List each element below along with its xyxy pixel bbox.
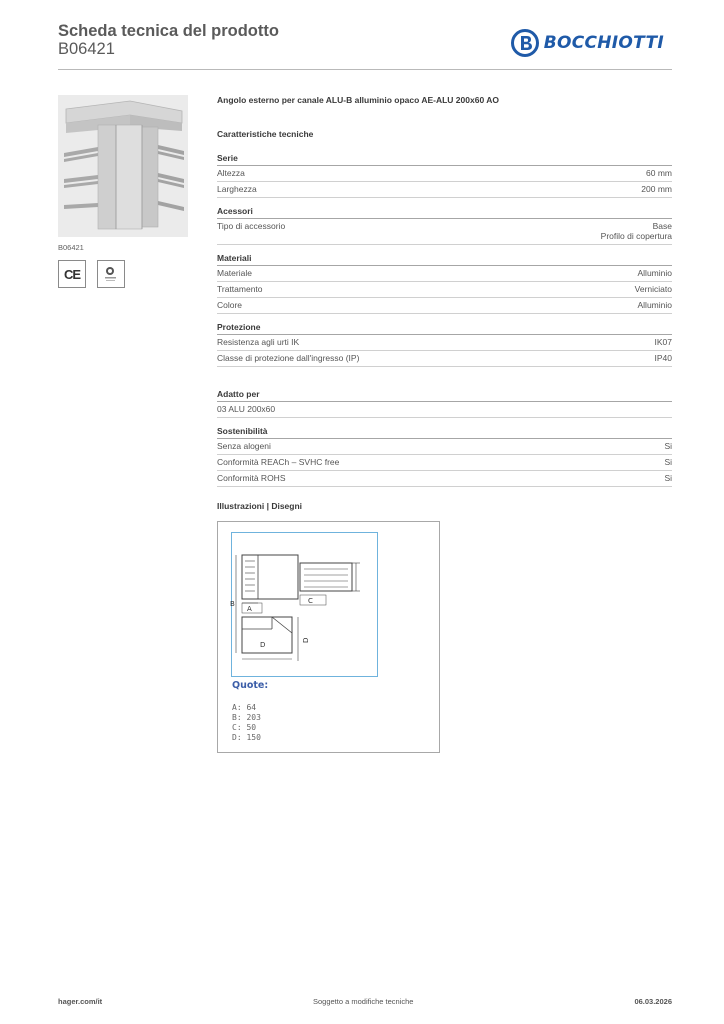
group-materiali [217, 253, 672, 314]
footer-website-link[interactable]: hager.com/it [58, 997, 103, 1006]
group-title: Materiali [217, 253, 672, 266]
photo-caption: B06421 [58, 243, 84, 252]
spec-label: Altezza [217, 168, 245, 178]
group-sostenibilita [217, 426, 672, 487]
quote-item: A: 64 [232, 703, 257, 712]
spec-value: 200 mm [641, 184, 672, 194]
page-header [58, 20, 672, 70]
spec-value: 60 mm [646, 168, 672, 178]
product-image-icon [58, 95, 188, 237]
spec-label: Tipo di accessorio [217, 221, 286, 231]
spec-label: Trattamento [217, 284, 263, 294]
group-acessori [217, 206, 672, 245]
spec-value: Si [664, 473, 672, 483]
spec-value: IP40 [654, 353, 672, 363]
spec-value: Alluminio [637, 300, 672, 310]
certification-marks [58, 260, 188, 288]
ce-mark-text: CE [63, 266, 81, 282]
bocchiotti-logo-icon [511, 29, 539, 57]
drawing-frame [231, 532, 378, 677]
technical-drawing [217, 521, 440, 753]
spec-row [217, 471, 672, 487]
dim-label-a: A [247, 605, 252, 613]
spec-label: Conformità REACh – SVHC free [217, 457, 340, 467]
spec-row [217, 266, 672, 282]
spec-label: Senza alogeni [217, 441, 271, 451]
quality-seal-icon [101, 264, 121, 284]
group-adatto-per [217, 389, 672, 418]
group-title: Adatto per [217, 389, 672, 402]
product-title: Angolo esterno per canale ALU-B alluminio opaco AE-ALU 200x60 AO [217, 95, 499, 105]
spec-row [217, 219, 672, 245]
spec-label: Larghezza [217, 184, 257, 194]
dim-label-d1: D [260, 641, 266, 649]
spec-row [217, 298, 672, 314]
spec-value-secondary: Profilo di copertura [600, 231, 672, 241]
brand-logo [511, 28, 664, 58]
spec-value: Alluminio [637, 268, 672, 278]
spec-label: Conformità ROHS [217, 473, 286, 483]
spec-row [217, 182, 672, 198]
group-title: Protezione [217, 322, 672, 335]
spec-row [217, 455, 672, 471]
group-title: Serie [217, 153, 672, 166]
spec-row [217, 439, 672, 455]
page-title: Scheda tecnica del prodotto [58, 22, 279, 40]
spec-value: Verniciato [634, 284, 672, 294]
section-title: Caratteristiche tecniche [217, 129, 314, 139]
footer-note: Soggetto a modifiche tecniche [313, 997, 414, 1006]
spec-value: IK07 [654, 337, 672, 347]
spec-value: Si [664, 441, 672, 451]
group-title: Sostenibilità [217, 426, 672, 439]
quotes-title: Quote: [232, 680, 269, 691]
product-photo [58, 95, 188, 237]
illustrations-title: Illustrazioni | Disegni [217, 501, 303, 511]
spec-label: Classe di protezione dall'ingresso (IP) [217, 353, 360, 363]
brand-name: BOCCHIOTTI [543, 33, 664, 53]
quote-item: D: 150 [232, 733, 261, 742]
spec-row [217, 166, 672, 182]
spec-label: 03 ALU 200x60 [217, 404, 276, 414]
spec-label: Materiale [217, 268, 252, 278]
quotes-list [232, 703, 261, 743]
spec-row [217, 282, 672, 298]
spec-label: Resistenza agli urti IK [217, 337, 300, 347]
spec-row [217, 335, 672, 351]
dim-label-b: B [230, 600, 235, 608]
group-serie [217, 153, 672, 198]
certification-mark-icon [97, 260, 125, 288]
quote-item: C: 50 [232, 723, 257, 732]
spec-row [217, 351, 672, 367]
group-protezione [217, 322, 672, 367]
spec-value: Base [652, 221, 672, 231]
spec-value: Si [664, 457, 672, 467]
product-image-column [58, 95, 188, 288]
quote-item: B: 203 [232, 713, 261, 722]
dimension-drawing-icon [232, 533, 376, 675]
product-code: B06421 [58, 40, 115, 58]
footer-date: 06.03.2026 [634, 997, 672, 1006]
group-title: Acessori [217, 206, 672, 219]
dim-label-c: C [308, 597, 313, 605]
dim-label-d2: D [302, 637, 310, 643]
spec-label: Colore [217, 300, 243, 310]
spec-row [217, 402, 672, 418]
technical-sheet [217, 95, 672, 753]
spec-value-multi [601, 221, 672, 241]
ce-mark-icon [58, 260, 86, 288]
